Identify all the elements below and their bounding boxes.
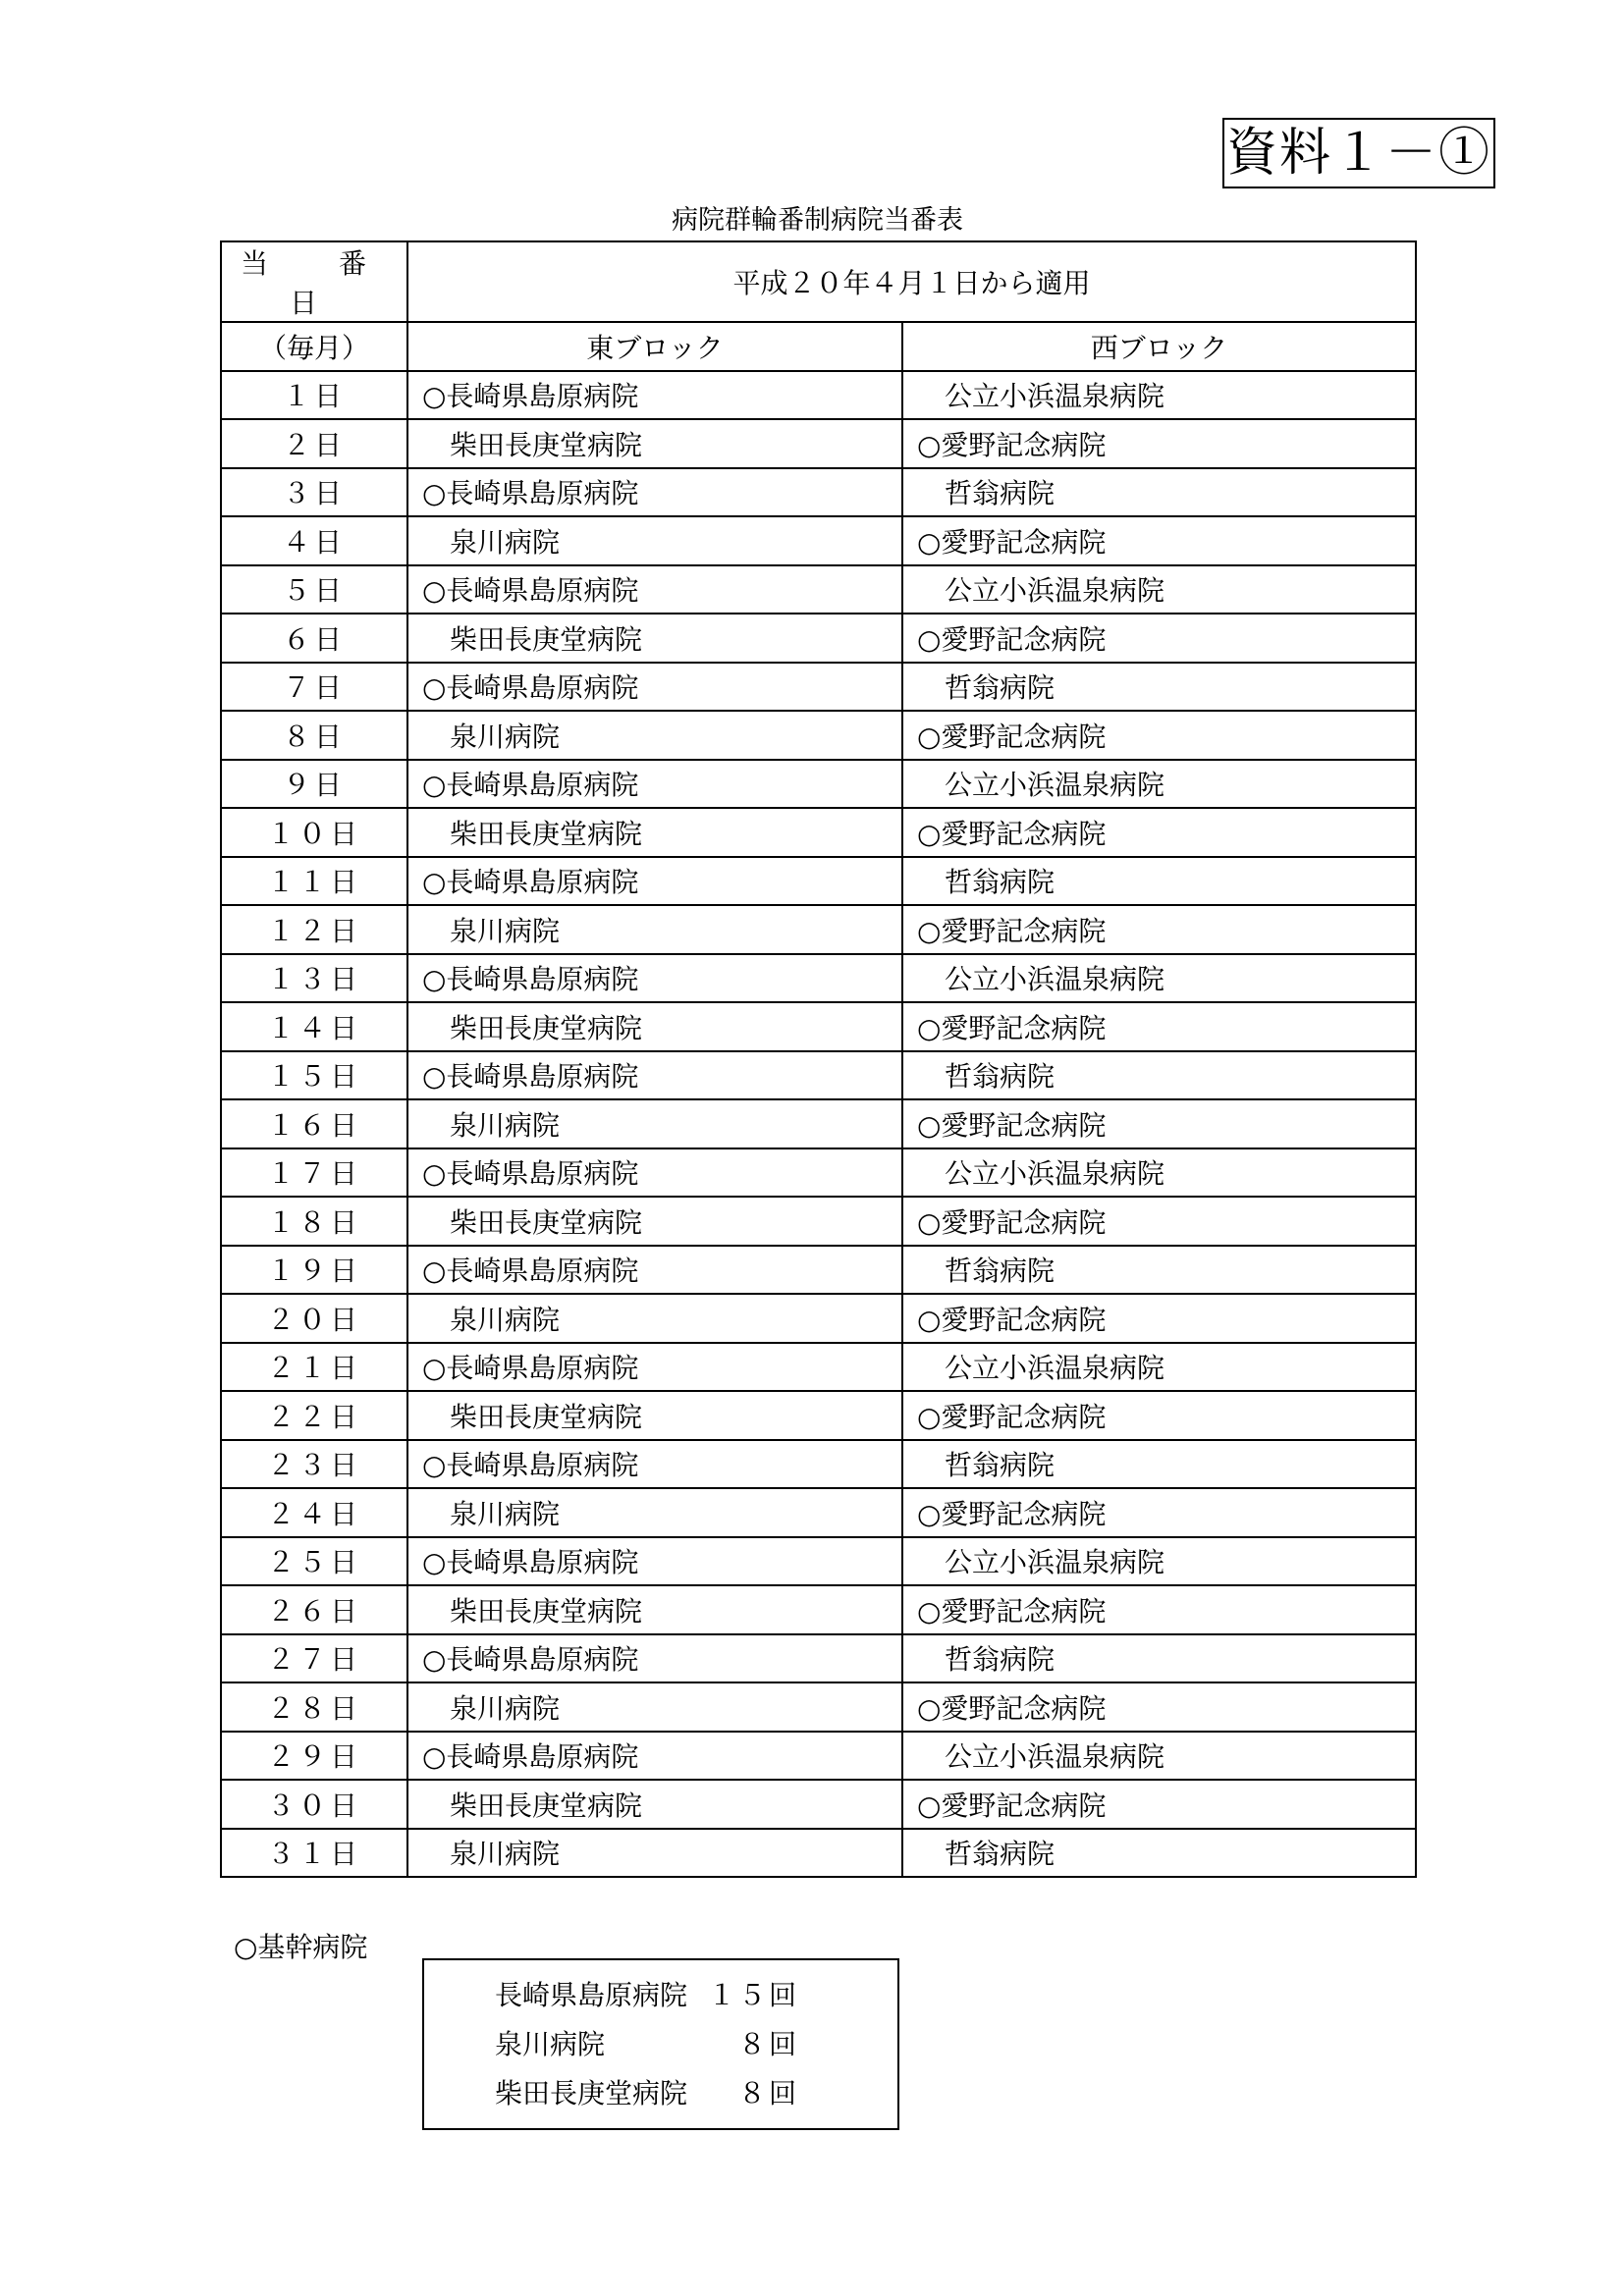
table-row xyxy=(221,1051,1416,1100)
summary-row xyxy=(495,2023,799,2062)
east-hospital-cell: 泉川病院 xyxy=(407,1294,902,1343)
west-hospital-cell: ○愛野記念病院 xyxy=(902,1197,1416,1246)
day-cell: ２９日 xyxy=(221,1732,407,1781)
west-hospital-cell: ○愛野記念病院 xyxy=(902,1391,1416,1440)
table-row xyxy=(221,857,1416,906)
east-hospital-cell: 柴田長庚堂病院 xyxy=(407,808,902,857)
west-block-header: 西ブロック xyxy=(902,322,1416,371)
east-hospital-cell: 柴田長庚堂病院 xyxy=(407,1585,902,1634)
west-hospital-cell: ○愛野記念病院 xyxy=(902,905,1416,954)
day-cell: ８日 xyxy=(221,711,407,760)
table-row xyxy=(221,1148,1416,1198)
summary-hospital-name: 柴田長庚堂病院 xyxy=(495,2077,688,2109)
east-hospital-cell: 柴田長庚堂病院 xyxy=(407,614,902,663)
day-cell: １８日 xyxy=(221,1197,407,1246)
west-hospital-cell: 哲翁病院 xyxy=(902,1440,1416,1489)
east-hospital-cell: ○長崎県島原病院 xyxy=(407,1246,902,1295)
west-hospital-cell: 公立小浜温泉病院 xyxy=(902,954,1416,1003)
summary-row xyxy=(495,1974,799,2013)
day-cell: １６日 xyxy=(221,1099,407,1148)
east-hospital-cell: ○長崎県島原病院 xyxy=(407,857,902,906)
table-row xyxy=(221,1391,1416,1440)
day-cell: ２０日 xyxy=(221,1294,407,1343)
east-hospital-cell: ○長崎県島原病院 xyxy=(407,468,902,517)
day-cell: ２５日 xyxy=(221,1537,407,1586)
east-hospital-cell: ○長崎県島原病院 xyxy=(407,954,902,1003)
west-hospital-cell: 哲翁病院 xyxy=(902,1634,1416,1683)
table-row xyxy=(221,663,1416,712)
day-cell: １３日 xyxy=(221,954,407,1003)
table-row xyxy=(221,565,1416,614)
east-hospital-cell: ○長崎県島原病院 xyxy=(407,1051,902,1100)
day-cell: １４日 xyxy=(221,1002,407,1051)
day-cell: ２６日 xyxy=(221,1585,407,1634)
table-row xyxy=(221,1537,1416,1586)
table-row xyxy=(221,1002,1416,1051)
day-cell: １７日 xyxy=(221,1148,407,1198)
west-hospital-cell: 公立小浜温泉病院 xyxy=(902,1732,1416,1781)
west-hospital-cell: 哲翁病院 xyxy=(902,468,1416,517)
east-hospital-cell: ○長崎県島原病院 xyxy=(407,1537,902,1586)
east-hospital-cell: ○長崎県島原病院 xyxy=(407,371,902,420)
summary-count: ８回 xyxy=(737,2077,799,2109)
day-column-subheader: （毎月） xyxy=(221,322,407,371)
day-cell: ３１日 xyxy=(221,1829,407,1878)
day-cell: ２８日 xyxy=(221,1682,407,1732)
east-hospital-cell: 泉川病院 xyxy=(407,905,902,954)
day-cell: ９日 xyxy=(221,760,407,809)
east-hospital-cell: 柴田長庚堂病院 xyxy=(407,1197,902,1246)
summary-count: １５回 xyxy=(707,1979,799,2011)
summary-box xyxy=(422,1958,899,2130)
west-hospital-cell: ○愛野記念病院 xyxy=(902,1002,1416,1051)
table-row xyxy=(221,1780,1416,1829)
table-row xyxy=(221,419,1416,468)
day-cell: ２３日 xyxy=(221,1440,407,1489)
table-row xyxy=(221,905,1416,954)
west-hospital-cell: 公立小浜温泉病院 xyxy=(902,1148,1416,1198)
day-cell: ２１日 xyxy=(221,1343,407,1392)
west-hospital-cell: 公立小浜温泉病院 xyxy=(902,565,1416,614)
west-hospital-cell: ○愛野記念病院 xyxy=(902,711,1416,760)
table-row xyxy=(221,760,1416,809)
header-row-2 xyxy=(221,322,1416,371)
document-label: 資料１－① xyxy=(1222,118,1495,188)
west-hospital-cell: 公立小浜温泉病院 xyxy=(902,1537,1416,1586)
table-row xyxy=(221,954,1416,1003)
day-cell: ３日 xyxy=(221,468,407,517)
header-row-1 xyxy=(221,241,1416,322)
table-row xyxy=(221,808,1416,857)
east-hospital-cell: ○長崎県島原病院 xyxy=(407,663,902,712)
duty-schedule-table xyxy=(220,240,1417,1878)
east-hospital-cell: ○長崎県島原病院 xyxy=(407,760,902,809)
west-hospital-cell: ○愛野記念病院 xyxy=(902,1780,1416,1829)
west-hospital-cell: 哲翁病院 xyxy=(902,1051,1416,1100)
summary-hospital-name: 長崎県島原病院 xyxy=(495,1979,688,2011)
west-hospital-cell: 哲翁病院 xyxy=(902,857,1416,906)
west-hospital-cell: 哲翁病院 xyxy=(902,1829,1416,1878)
east-block-header: 東ブロック xyxy=(407,322,902,371)
day-cell: １５日 xyxy=(221,1051,407,1100)
west-hospital-cell: 公立小浜温泉病院 xyxy=(902,760,1416,809)
east-hospital-cell: ○長崎県島原病院 xyxy=(407,1634,902,1683)
west-hospital-cell: ○愛野記念病院 xyxy=(902,808,1416,857)
day-cell: ６日 xyxy=(221,614,407,663)
day-cell: １９日 xyxy=(221,1246,407,1295)
day-cell: ５日 xyxy=(221,565,407,614)
table-row xyxy=(221,1634,1416,1683)
east-hospital-cell: 泉川病院 xyxy=(407,1829,902,1878)
east-hospital-cell: 泉川病院 xyxy=(407,1488,902,1537)
table-row xyxy=(221,1099,1416,1148)
day-cell: １０日 xyxy=(221,808,407,857)
west-hospital-cell: 公立小浜温泉病院 xyxy=(902,1343,1416,1392)
table-row xyxy=(221,1246,1416,1295)
day-cell: ２２日 xyxy=(221,1391,407,1440)
day-cell: ２日 xyxy=(221,419,407,468)
day-cell: ２７日 xyxy=(221,1634,407,1683)
west-hospital-cell: ○愛野記念病院 xyxy=(902,1488,1416,1537)
summary-hospital-name: 泉川病院 xyxy=(495,2028,606,2060)
table-row xyxy=(221,371,1416,420)
table-row xyxy=(221,1343,1416,1392)
west-hospital-cell: ○愛野記念病院 xyxy=(902,516,1416,565)
period-header: 平成２０年４月１日から適用 xyxy=(407,241,1416,322)
east-hospital-cell: 柴田長庚堂病院 xyxy=(407,1780,902,1829)
table-row xyxy=(221,1440,1416,1489)
day-cell: ４日 xyxy=(221,516,407,565)
summary-row xyxy=(495,2072,799,2111)
east-hospital-cell: 泉川病院 xyxy=(407,516,902,565)
east-hospital-cell: 泉川病院 xyxy=(407,1099,902,1148)
east-hospital-cell: ○長崎県島原病院 xyxy=(407,1148,902,1198)
west-hospital-cell: ○愛野記念病院 xyxy=(902,1682,1416,1732)
day-cell: ７日 xyxy=(221,663,407,712)
day-column-header: 当 番 日 xyxy=(221,241,407,322)
east-hospital-cell: ○長崎県島原病院 xyxy=(407,1440,902,1489)
west-hospital-cell: 哲翁病院 xyxy=(902,1246,1416,1295)
west-hospital-cell: ○愛野記念病院 xyxy=(902,1294,1416,1343)
east-hospital-cell: 泉川病院 xyxy=(407,1682,902,1732)
table-row xyxy=(221,1829,1416,1878)
day-cell: １１日 xyxy=(221,857,407,906)
west-hospital-cell: ○愛野記念病院 xyxy=(902,1585,1416,1634)
day-cell: ３０日 xyxy=(221,1780,407,1829)
east-hospital-cell: 柴田長庚堂病院 xyxy=(407,1002,902,1051)
table-row xyxy=(221,1732,1416,1781)
summary-count: ８回 xyxy=(737,2028,799,2060)
east-hospital-cell: 柴田長庚堂病院 xyxy=(407,1391,902,1440)
table-row xyxy=(221,468,1416,517)
east-hospital-cell: ○長崎県島原病院 xyxy=(407,565,902,614)
west-hospital-cell: 哲翁病院 xyxy=(902,663,1416,712)
west-hospital-cell: ○愛野記念病院 xyxy=(902,419,1416,468)
table-row xyxy=(221,1682,1416,1732)
table-row xyxy=(221,1197,1416,1246)
day-cell: １日 xyxy=(221,371,407,420)
day-cell: １２日 xyxy=(221,905,407,954)
table-row xyxy=(221,1585,1416,1634)
legend-note: ○基幹病院 xyxy=(234,1931,368,1963)
east-hospital-cell: ○長崎県島原病院 xyxy=(407,1343,902,1392)
table-row xyxy=(221,614,1416,663)
table-row xyxy=(221,711,1416,760)
west-hospital-cell: ○愛野記念病院 xyxy=(902,614,1416,663)
east-hospital-cell: 泉川病院 xyxy=(407,711,902,760)
day-cell: ２４日 xyxy=(221,1488,407,1537)
west-hospital-cell: ○愛野記念病院 xyxy=(902,1099,1416,1148)
table-row xyxy=(221,1294,1416,1343)
west-hospital-cell: 公立小浜温泉病院 xyxy=(902,371,1416,420)
table-row xyxy=(221,516,1416,565)
page-title: 病院群輪番制病院当番表 xyxy=(672,205,963,236)
east-hospital-cell: ○長崎県島原病院 xyxy=(407,1732,902,1781)
east-hospital-cell: 柴田長庚堂病院 xyxy=(407,419,902,468)
table-row xyxy=(221,1488,1416,1537)
